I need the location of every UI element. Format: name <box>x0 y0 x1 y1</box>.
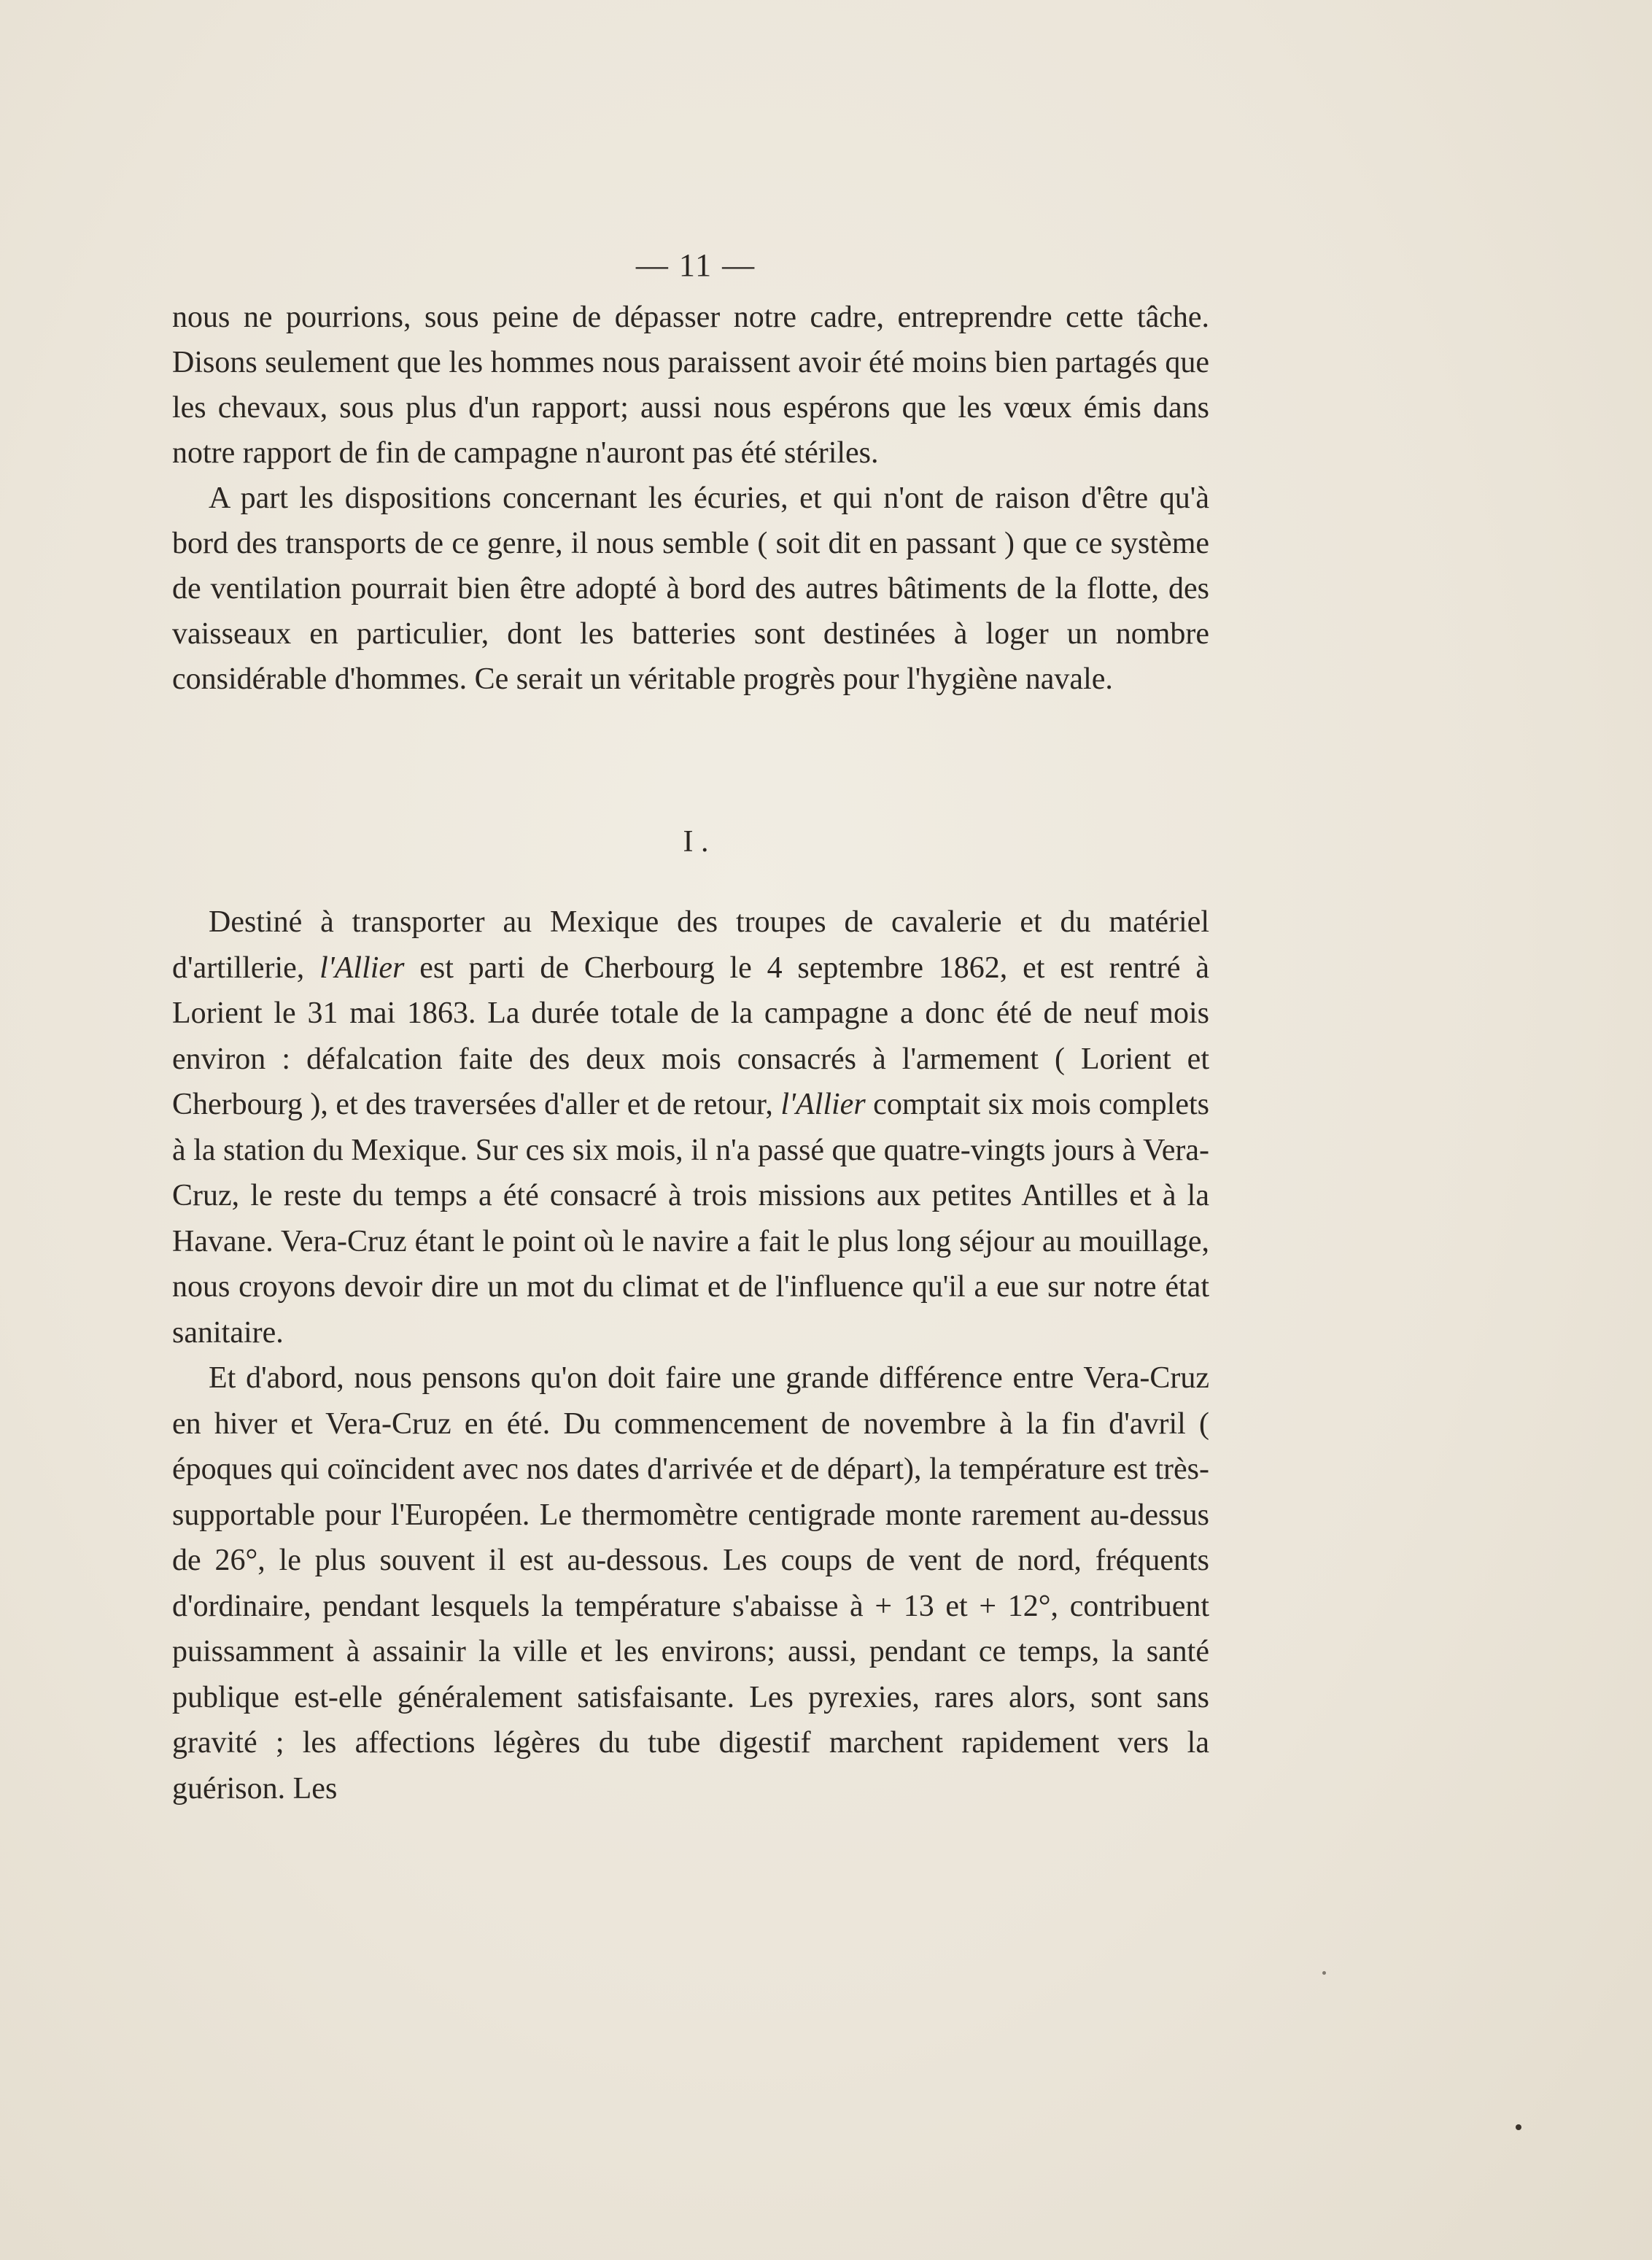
text-block-top <box>172 295 1209 702</box>
ink-speck <box>1322 1971 1326 1975</box>
paragraph-campaign-part3: comptait six mois complets à la station du Mexique. Sur ces six mois, il n'a passé que quatre-vingts jours à Vera-Cruz, le reste du temps a été consacré à trois missions aux petites Antilles et à la Havane. Vera-Cruz étant le point où le navire a fait le plus long séjour au mouillage, nous croyons devoir dire un mot du climat et de l'influence qu'il a eue sur notre état sanitaire. <box>172 1088 1209 1350</box>
paragraph-campaign <box>172 899 1209 1355</box>
paragraph-continued: nous ne pourrions, sous peine de dépasser notre cadre, entreprendre cette tâche. Disons seulement que les hommes nous paraissent avoir été moins bien partagés que les chevaux, sous plus d'un rapport; aussi nous espérons que les vœux émis dans notre rapport de fin de campagne n'auront pas été stériles. <box>172 301 1209 470</box>
section-heading: I . <box>683 825 709 859</box>
paragraph-campaign-part2: est parti de Cherbourg le 4 septembre 1862, et est rentré à Lorient le 31 mai 1863. La durée totale de la campagne a donc été de neuf mois environ : défalcation faite des deux mois consacrés à l'armement ( Lorient et Cherbourg ), et des traversées d'aller et de retour, <box>172 951 1209 1121</box>
paragraph-climate: Et d'abord, nous pensons qu'on doit faire une grande différence entre Vera-Cruz en hiver et Vera-Cruz en été. Du commencement de novembre à la fin d'avril ( époques qui coïncident avec nos dates d'arrivée et de départ), la température est très-supportable pour l'Européen. Le thermomètre centigrade monte rarement au-dessus de 26°, le plus souvent il est au-dessous. Les coups de vent de nord, fréquents d'ordinaire, pendant lesquels la température s'abaisse à + 13 et + 12°, contribuent puissamment à assainir la ville et les environs; aussi, pendant ce temps, la santé publique est-elle généralement satisfaisante. Les pyrexies, rares alors, sont sans gravité ; les affections légères du tube digestif marchent rapidement vers la guérison. Les <box>172 1361 1209 1806</box>
ship-name: l'Allier <box>780 1088 866 1121</box>
text-block-section <box>172 899 1209 1811</box>
ship-name: l'Allier <box>319 951 405 985</box>
page-number: — 11 — <box>635 247 756 283</box>
paragraph-ventilation: A part les dispositions concernant les écuries, et qui n'ont de raison d'être qu'à bord des transports de ce genre, il nous semble ( soit dit en passant ) que ce système de ventilation pourrait bien être adopté à bord des autres bâtiments de la flotte, des vaisseaux en particulier, dont les batteries sont destinées à loger un nombre considérable d'hommes. Ce serait un véritable progrès pour l'hygiène navale. <box>172 481 1209 696</box>
paragraph-campaign-part1: Destiné à transporter au Mexique des troupes de cavalerie et du matériel d'artillerie, <box>172 905 1209 985</box>
ink-speck <box>1516 2124 1521 2130</box>
